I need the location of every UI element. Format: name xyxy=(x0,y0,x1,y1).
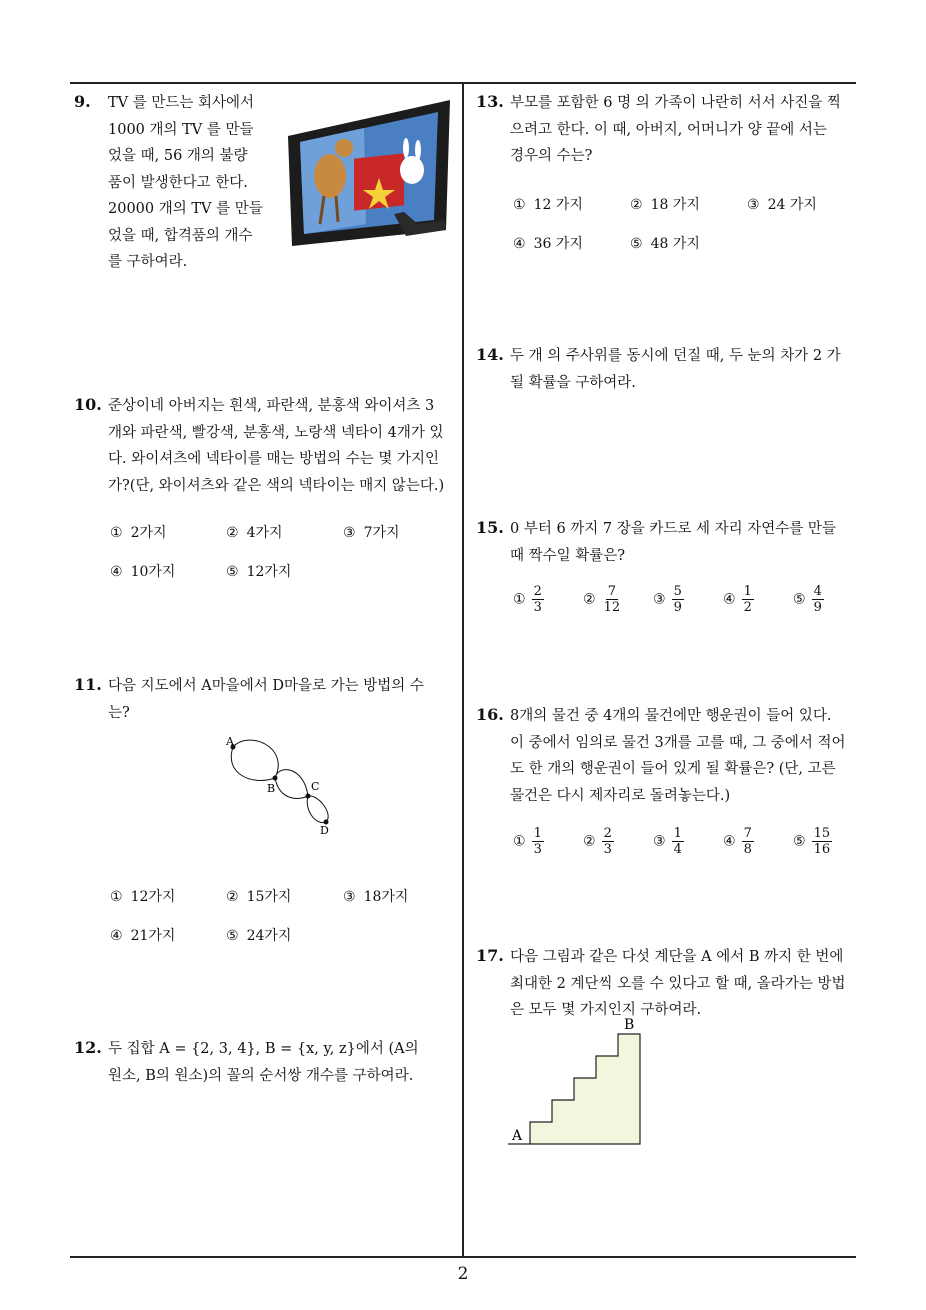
question-number: 16. xyxy=(476,705,504,724)
question-number: 14. xyxy=(476,345,504,364)
q14-line-1: 될 확률을 구하여라. xyxy=(510,374,636,391)
choice-1[interactable]: ① 12 가지 xyxy=(513,197,583,213)
fraction: $\frac{1}{3}$ xyxy=(533,826,542,857)
choice-4[interactable]: ④ 36 가지 xyxy=(513,236,583,252)
q13-line-2: 경우의 수는? xyxy=(510,148,593,164)
stair-label-b: B xyxy=(624,1017,635,1033)
q13-line-0: 부모를 포함한 6 명 의 가족이 나란히 서서 사진을 찍 xyxy=(510,95,841,111)
map-label-c: C xyxy=(311,780,320,793)
q13-line-1: 으려고 한다. 이 때, 아버지, 어머니가 양 끝에 서는 xyxy=(510,121,827,138)
choice-5[interactable]: ⑤ 24가지 xyxy=(226,928,292,944)
tv-illustration xyxy=(284,96,456,256)
choice-5[interactable]: ⑤ 12가지 xyxy=(226,564,292,580)
choice-3[interactable]: ③ 7가지 xyxy=(343,525,400,541)
q9-line-6: 를 구하여라. xyxy=(108,254,188,270)
q17-line-0: 다음 그림과 같은 다섯 계단을 A 에서 B 까지 한 번에 xyxy=(510,949,844,965)
question-13 xyxy=(476,89,866,170)
question-number: 9. xyxy=(74,92,91,111)
question-11 xyxy=(74,672,460,726)
choice-2[interactable]: ② 18 가지 xyxy=(630,197,700,213)
fraction: $\frac{2}{3}$ xyxy=(603,826,612,857)
fraction: $\frac{1}{2}$ xyxy=(743,584,752,615)
q9-line-3: 품이 발생한다고 한다. xyxy=(108,174,248,191)
choice-5[interactable]: ⑤ $\frac{15}{16}$ xyxy=(793,826,831,857)
map-label-b: B xyxy=(267,782,276,795)
bottom-rule xyxy=(70,1256,856,1258)
question-number: 12. xyxy=(74,1038,102,1057)
question-number: 11. xyxy=(74,675,102,694)
q12-line-0: 두 집합 A = {2, 3, 4}, B = {x, y, z}에서 (A의 xyxy=(108,1041,419,1057)
q10-line-3: 가?(단, 와이셔츠와 같은 색의 넥타이는 매지 않는다.) xyxy=(108,477,445,494)
page-number: 2 xyxy=(457,1264,469,1284)
q16-line-3: 물건은 다시 제자리로 돌려놓는다.) xyxy=(510,787,731,804)
fraction: $\frac{4}{9}$ xyxy=(813,584,822,615)
stair-label-a: A xyxy=(512,1128,523,1144)
choice-4[interactable]: ④ $\frac{1}{2}$ xyxy=(723,584,752,615)
question-15 xyxy=(476,515,866,569)
q11-line-1: 는? xyxy=(108,704,130,721)
q12-line-1: 원소, B의 원소)의 꼴의 순서쌍 개수를 구하여라. xyxy=(108,1067,414,1084)
question-number: 10. xyxy=(74,395,102,414)
q10-line-0: 준상이네 아버지는 흰색, 파란색, 분홍색 와이셔츠 3 xyxy=(108,398,435,414)
choice-1[interactable]: ① $\frac{2}{3}$ xyxy=(513,584,542,615)
map-label-d: D xyxy=(320,824,329,837)
choice-3[interactable]: ③ 24 가지 xyxy=(747,197,817,213)
fraction: $\frac{1}{4}$ xyxy=(673,826,682,857)
choice-2[interactable]: ② $\frac{2}{3}$ xyxy=(583,826,612,857)
fraction: $\frac{15}{16}$ xyxy=(813,826,831,857)
fraction: $\frac{2}{3}$ xyxy=(533,584,542,615)
choice-4[interactable]: ④ $\frac{7}{8}$ xyxy=(723,826,752,857)
map-label-a: A xyxy=(226,735,234,748)
q9-line-2: 었을 때, 56 개의 불량 xyxy=(108,148,248,164)
choice-2[interactable]: ② 15가지 xyxy=(226,889,292,905)
fraction: $\frac{5}{9}$ xyxy=(673,584,682,615)
column-divider xyxy=(462,82,464,1257)
choice-3[interactable]: ③ 18가지 xyxy=(343,889,409,905)
q9-line-4: 20000 개의 TV 를 만들 xyxy=(108,201,263,217)
question-number: 15. xyxy=(476,518,504,537)
choice-1[interactable]: ① 12가지 xyxy=(110,889,176,905)
choice-3[interactable]: ③ $\frac{5}{9}$ xyxy=(653,584,682,615)
question-9-line xyxy=(74,89,274,117)
q17-line-1: 최대한 2 계단씩 오를 수 있다고 할 때, 올라가는 방법 xyxy=(510,975,846,992)
question-12 xyxy=(74,1035,460,1089)
choice-2[interactable]: ② $\frac{7}{12}$ xyxy=(583,584,621,615)
q9-line-5: 었을 때, 합격품의 개수 xyxy=(108,227,253,244)
choice-5[interactable]: ⑤ 48 가지 xyxy=(630,236,700,252)
q16-line-2: 도 한 개의 행운권이 들어 있게 될 확률은? (단, 고른 xyxy=(510,761,836,777)
choice-2[interactable]: ② 4가지 xyxy=(226,525,283,541)
question-14 xyxy=(476,342,866,396)
question-16 xyxy=(476,702,866,809)
village-map-figure xyxy=(220,734,350,840)
choice-3[interactable]: ③ $\frac{1}{4}$ xyxy=(653,826,682,857)
fraction: $\frac{7}{12}$ xyxy=(603,584,621,615)
q10-line-1: 개와 파란색, 빨강색, 분홍색, 노랑색 넥타이 4개가 있 xyxy=(108,424,444,441)
q9-line-1: 1000 개의 TV 를 만들 xyxy=(108,121,254,138)
fraction: $\frac{7}{8}$ xyxy=(743,826,752,857)
question-9 xyxy=(74,89,274,276)
q16-line-0: 8개의 물건 중 4개의 물건에만 행운권이 들어 있다. xyxy=(510,708,832,724)
q16-line-1: 이 중에서 임의로 물건 3개를 고를 때, 그 중에서 적어 xyxy=(510,734,846,751)
question-10 xyxy=(74,392,460,499)
choice-4[interactable]: ④ 21가지 xyxy=(110,928,176,944)
q15-line-1: 때 짝수일 확률은? xyxy=(510,547,626,564)
q14-line-0: 두 개 의 주사위를 동시에 던질 때, 두 눈의 차가 2 가 xyxy=(510,348,841,364)
q17-line-2: 은 모두 몇 가지인지 구하여라. xyxy=(510,1002,702,1018)
choice-5[interactable]: ⑤ $\frac{4}{9}$ xyxy=(793,584,822,615)
q10-line-2: 다. 와이셔츠에 넥타이를 매는 방법의 수는 몇 가지인 xyxy=(108,451,440,467)
q15-line-0: 0 부터 6 까지 7 장을 카드로 세 자리 자연수를 만들 xyxy=(510,521,836,537)
choice-1[interactable]: ① 2가지 xyxy=(110,525,167,541)
choice-4[interactable]: ④ 10가지 xyxy=(110,564,176,580)
q11-line-0: 다음 지도에서 A마을에서 D마을로 가는 방법의 수 xyxy=(108,678,424,694)
question-number: 13. xyxy=(476,92,504,111)
q9-line-0: TV 를 만드는 회사에서 xyxy=(108,95,255,111)
choice-1[interactable]: ① $\frac{1}{3}$ xyxy=(513,826,542,857)
staircase-figure xyxy=(506,1012,656,1150)
question-number: 17. xyxy=(476,946,504,965)
